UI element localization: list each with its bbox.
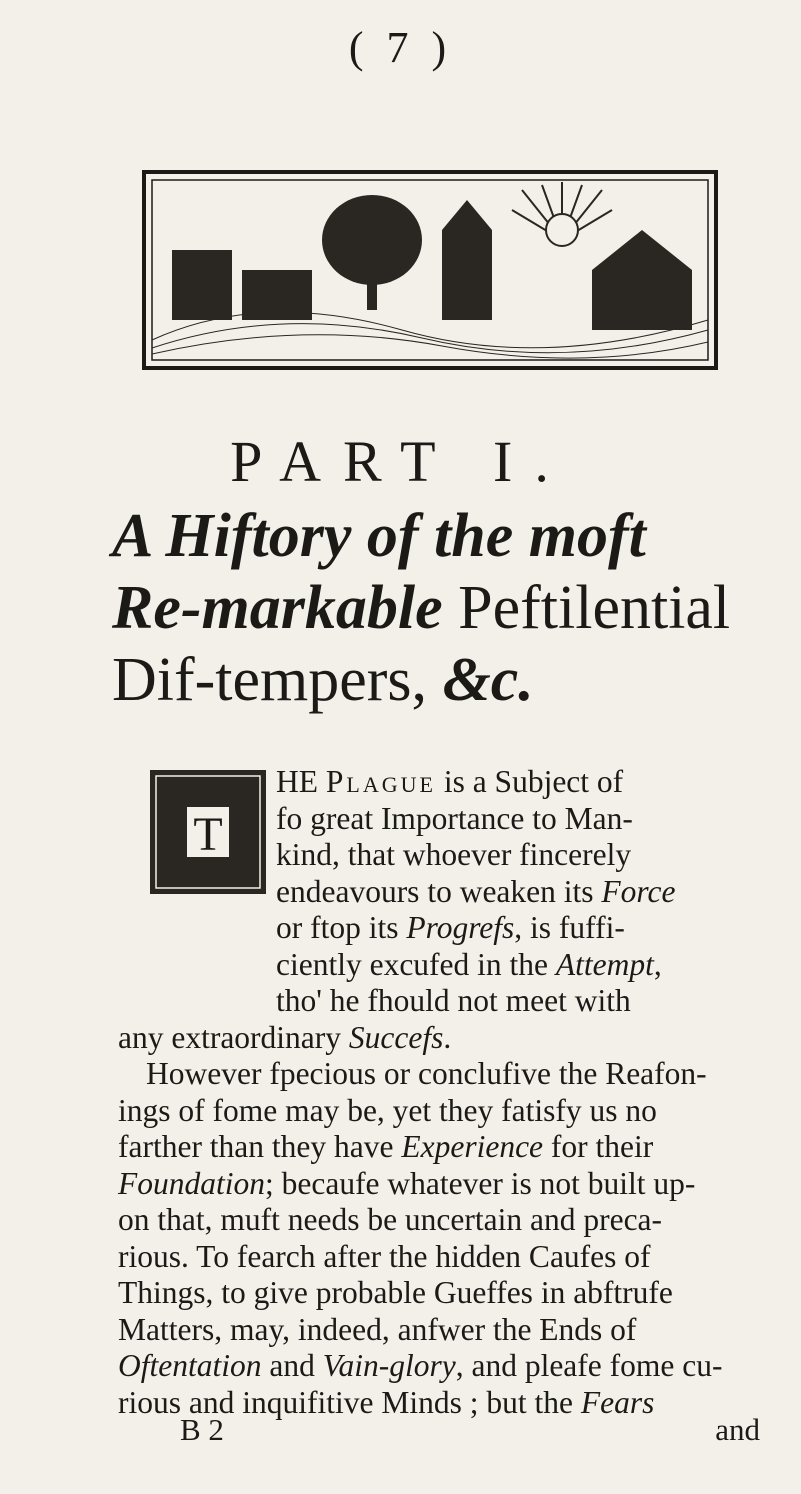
part-heading: PART I. (230, 429, 571, 494)
catchword: and (715, 1412, 760, 1447)
title-etc: &c. (442, 646, 534, 714)
woodcut-headpiece (142, 170, 718, 370)
text-line: fo great Importance to Man- (276, 800, 633, 836)
chapter-title (112, 500, 732, 716)
title-italic: A Hiftory of the moft Re-markable (112, 502, 646, 642)
page-number: ( 7 ) (348, 23, 453, 72)
text-line: on that, muft needs be uncertain and preca- (118, 1202, 663, 1237)
text-line: rious. To fearch after the hidden Caufes of (118, 1238, 651, 1274)
text-line: HE Plague is a Subject of (276, 764, 624, 799)
text-line: rious and inquifitive Minds ; but the Fears (118, 1384, 655, 1420)
paragraph-1 (118, 764, 748, 1056)
text-line: Foundation; becaufe whatever is not built up- (118, 1165, 696, 1201)
page-footer (180, 1412, 760, 1452)
signature-mark: B 2 (180, 1412, 224, 1447)
text-line: farther than they have Experience for their (118, 1129, 654, 1164)
text-line: However fpecious or conclufive the Reafon- (146, 1056, 707, 1091)
title-roman: Peftilential Dif-tempers, (112, 574, 731, 714)
text-line: ciently excufed in the Attempt, (276, 946, 662, 982)
text-line: ings of fome may be, yet they fatisfy us no (118, 1092, 657, 1128)
text-line: Matters, may, indeed, anfwer the Ends of (118, 1311, 637, 1347)
body-text (118, 764, 748, 1421)
initial-letter: T (193, 808, 223, 861)
text-line: Things, to give probable Gueffes in abftrufe (118, 1275, 673, 1310)
text-line: endeavours to weaken its Force (276, 873, 676, 909)
text-line: tho' he fhould not meet with (276, 983, 631, 1018)
text-line: any extraordinary Succefs. (118, 1019, 452, 1055)
text-line: Oftentation and Vain-glory, and pleafe fome cu- (118, 1348, 723, 1383)
text-line: or ftop its Progrefs, is fuffi- (276, 910, 625, 945)
paragraph-2 (118, 1056, 748, 1421)
text-line: kind, that whoever fincerely (276, 837, 632, 872)
